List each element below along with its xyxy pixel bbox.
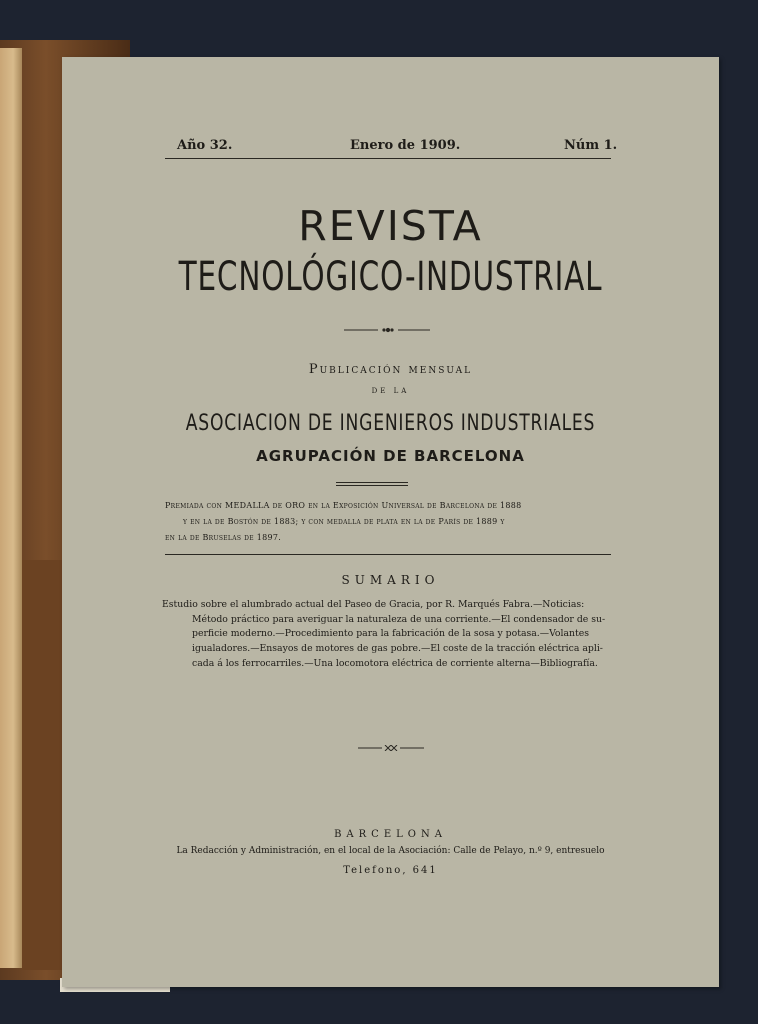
journal-subtitle: TECNOLÓGICO-INDUSTRIAL xyxy=(178,254,603,300)
association-group: AGRUPACIÓN DE BARCELONA xyxy=(256,447,525,465)
awards-rule-top-b xyxy=(336,485,408,486)
section-ornament xyxy=(358,745,424,751)
awards-rule-bottom xyxy=(165,554,611,555)
publication-type: Publicación mensual xyxy=(308,362,473,377)
sumario-line-2: Método práctico para averiguar la naturaleza de una corriente.—El condensador de su- xyxy=(192,613,606,625)
header-rule xyxy=(165,158,611,159)
issue-date: Enero de 1909. xyxy=(350,138,461,153)
spine-shadow xyxy=(22,560,62,970)
publisher-city: BARCELONA xyxy=(334,829,447,840)
sumario-line-4: igualadores.—Ensayos de motores de gas pobre.—El coste de la tracción eléctrica apli- xyxy=(192,643,603,655)
title-ornament xyxy=(344,327,430,333)
sumario-contents xyxy=(162,598,614,672)
publisher-phone: Telefono, 641 xyxy=(343,865,438,876)
awards-line-2: y en la de Bostón de 1883; y con medalla de plata en la de París de 1889 y xyxy=(183,517,505,526)
issue-year: Año 32. xyxy=(177,138,233,153)
de-la-label: DE LA xyxy=(371,387,410,395)
sumario-heading: SUMARIO xyxy=(341,573,440,587)
publisher-address: La Redacción y Administración, en el local de la Asociación: Calle de Pelayo, n.º 9, entresuelo xyxy=(176,846,605,856)
sumario-line-5: cada á los ferrocarriles.—Una locomotora eléctrica de corriente alterna—Bibliografía. xyxy=(192,657,598,669)
journal-cover xyxy=(62,57,719,987)
awards-line-1: Premiada con MEDALLA de ORO en la Exposición Universal de Barcelona de 1888 xyxy=(165,501,522,510)
page-stack-edge xyxy=(0,48,22,968)
issue-number: Núm 1. xyxy=(564,138,618,153)
sumario-line-1: Estudio sobre el alumbrado actual del Paseo de Gracia, por R. Marqués Fabra.—Noticias: xyxy=(162,599,585,610)
awards-line-3: en la de Bruselas de 1897. xyxy=(165,533,282,542)
awards-rule-top-a xyxy=(336,482,408,483)
journal-title: REVISTA xyxy=(298,202,483,250)
sumario-line-3: perficie moderno.—Procedimiento para la fabricación de la sosa y potasa.—Volantes xyxy=(192,628,590,640)
association-name: ASOCIACION DE INGENIEROS INDUSTRIALES xyxy=(185,411,596,436)
awards-statement xyxy=(165,498,615,546)
